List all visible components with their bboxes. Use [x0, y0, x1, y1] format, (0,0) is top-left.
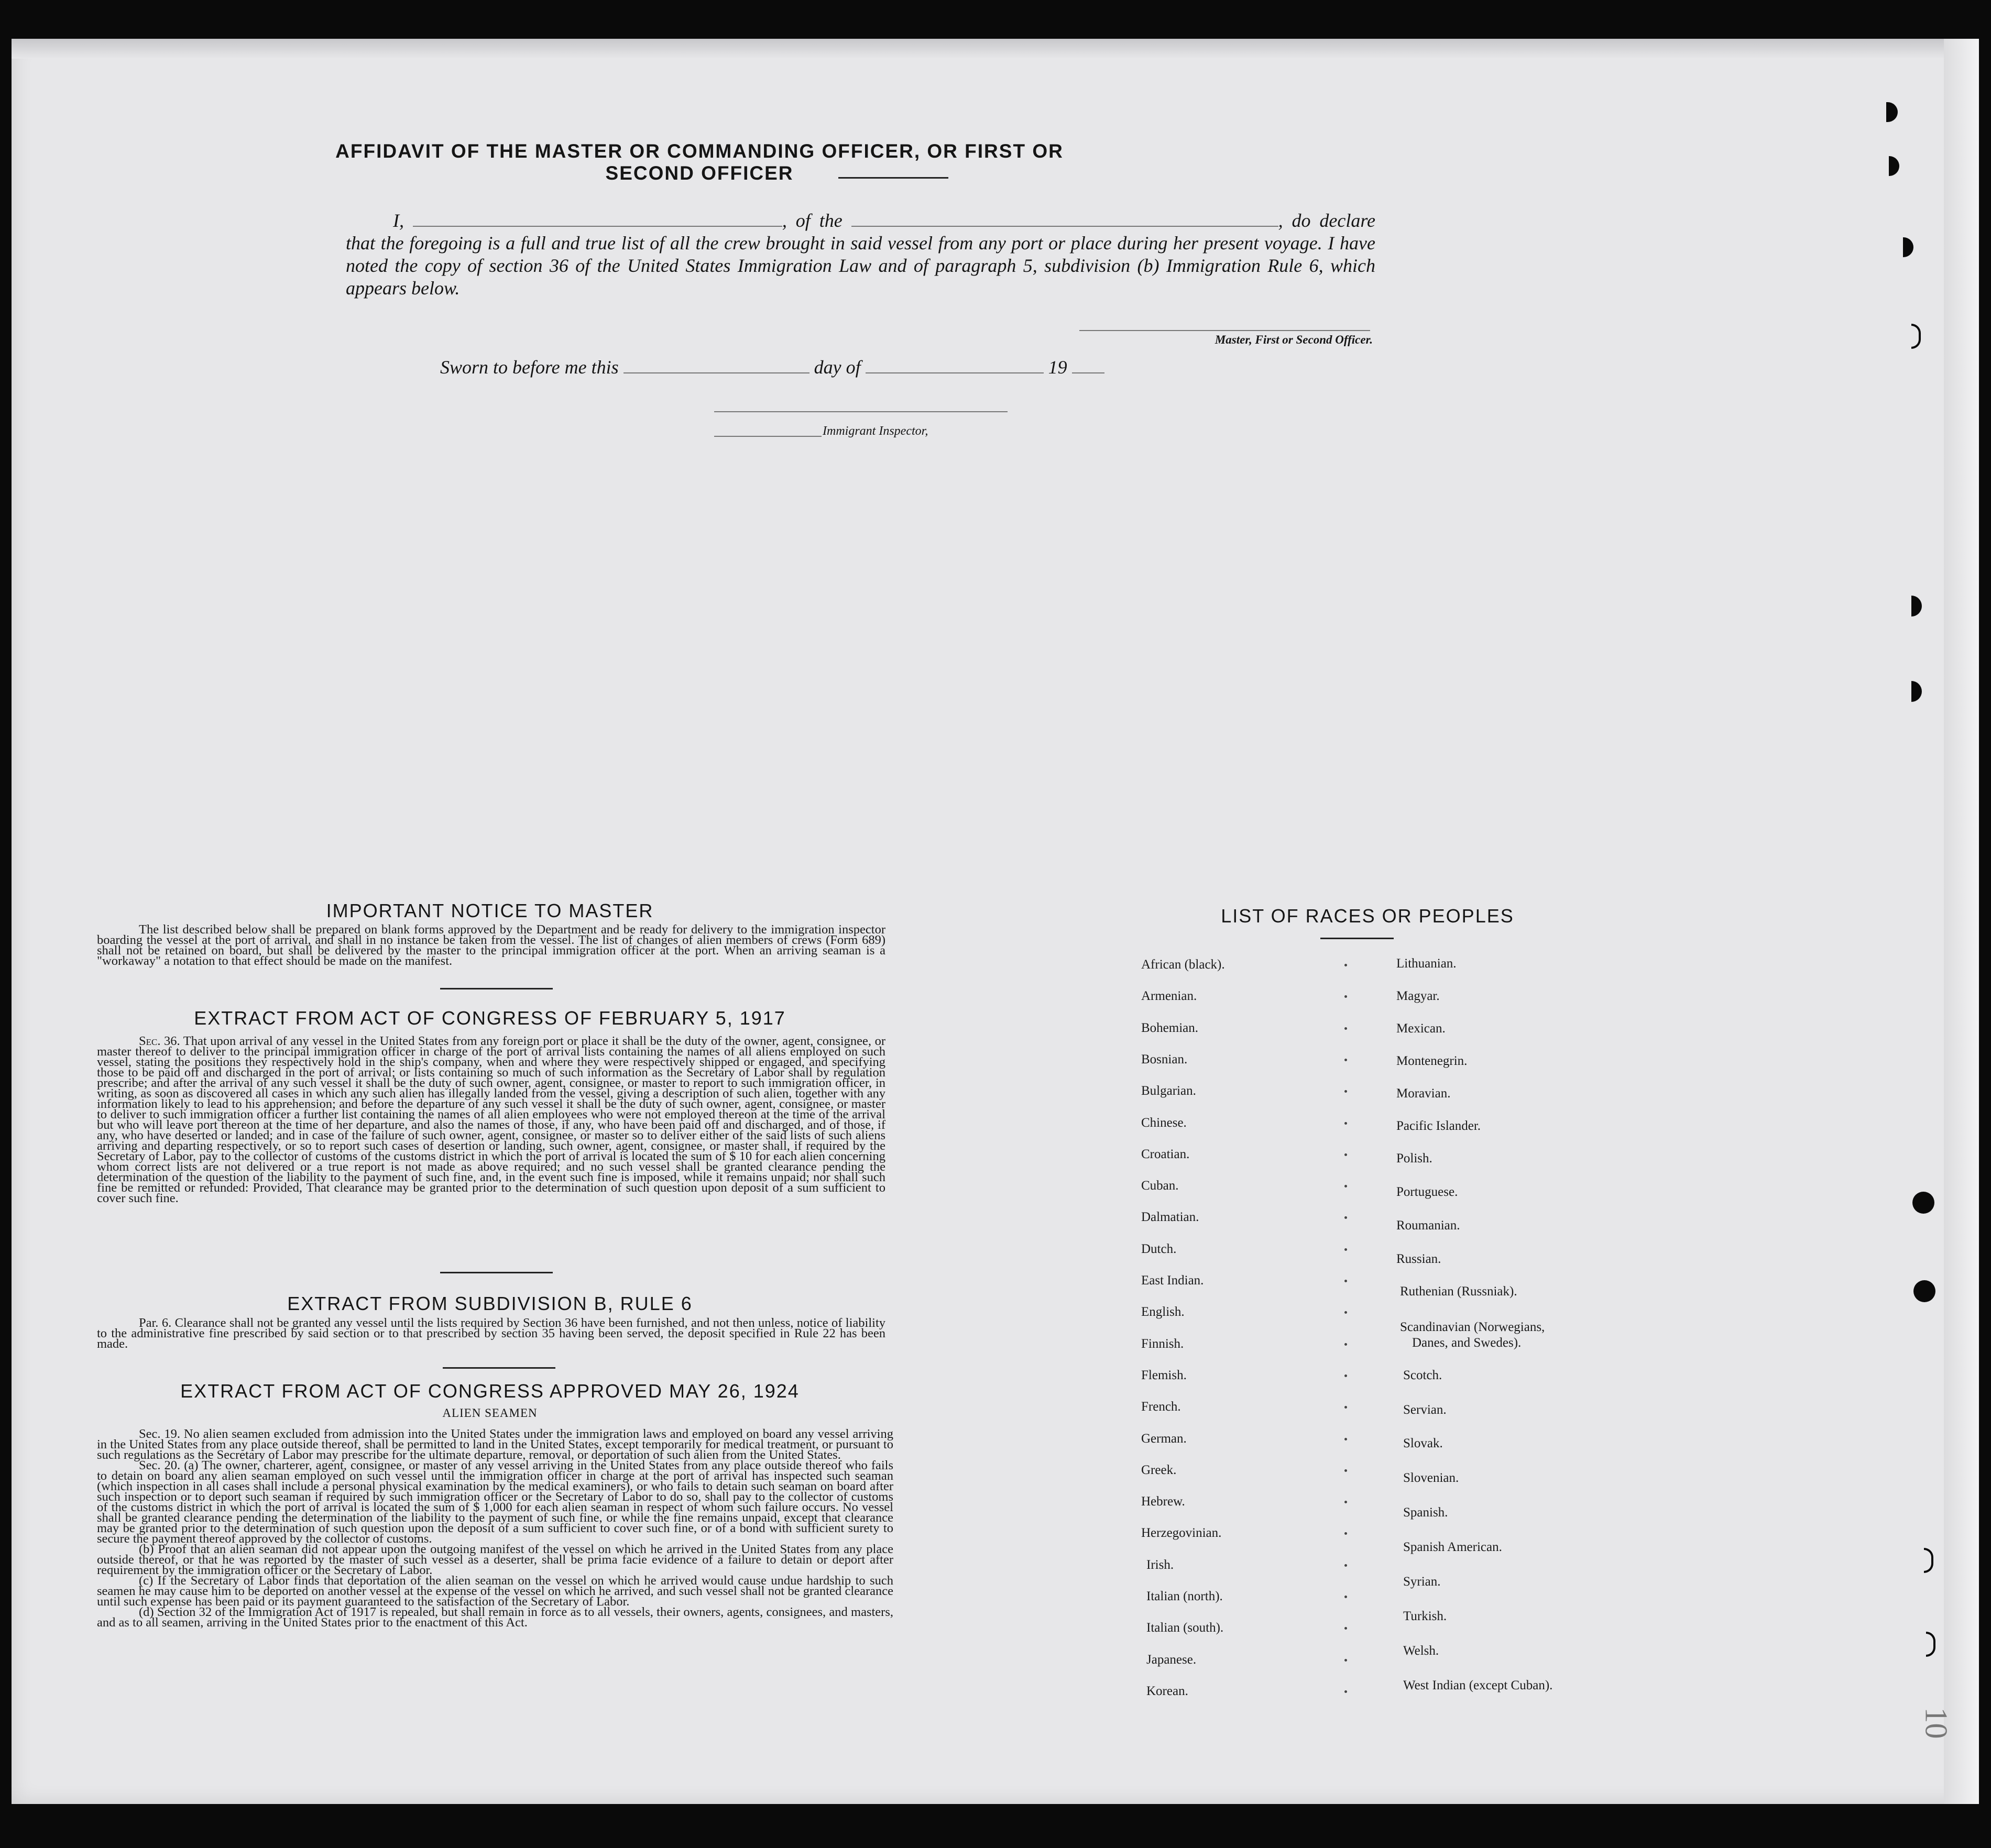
race-item: Hebrew.	[1141, 1494, 1185, 1509]
race-item: Polish.	[1396, 1151, 1432, 1165]
leader-dot	[1344, 1469, 1347, 1472]
race-item: Italian (north).	[1146, 1589, 1223, 1603]
extract-1917-title: EXTRACT FROM ACT OF CONGRESS OF FEBRUARY 5, 1917	[194, 1007, 786, 1029]
right-margin-strip	[1944, 39, 1979, 1804]
inspector-signature-line[interactable]	[714, 411, 1008, 412]
inspector-label: Immigrant Inspector,	[823, 424, 928, 438]
leader-dot	[1344, 1659, 1347, 1662]
rule6-title: EXTRACT FROM SUBDIVISION B, RULE 6	[287, 1293, 693, 1314]
race-item: Spanish.	[1403, 1505, 1448, 1520]
race-item: Herzegovinian.	[1141, 1526, 1222, 1541]
race-item: Slovenian.	[1403, 1471, 1459, 1485]
race-item: Magyar.	[1396, 989, 1440, 1003]
rule6-text: Par. 6. Clearance shall not be granted any vessel until the lists required by Section 36 have been furnished, and not then unless, notice of liability to the administrative fine prescribed by said section or to that prescribed by section 35 having been served, the deposit specified in Rule 22 has been made.	[97, 1316, 885, 1351]
race-item: Roumanian.	[1396, 1218, 1460, 1233]
sworn-day-field[interactable]	[623, 359, 809, 373]
affidavit-statement: that the foregoing is a full and true list of all the crew brought in said vessel from any port or place during her present voyage. I have noted the copy of section 36 of the United States Immigration Law and of paragraph 5, subdivision (b) Immigration Rule 6, which appears below.	[346, 233, 1375, 299]
race-item: Portuguese.	[1396, 1185, 1458, 1199]
race-item: West Indian (except Cuban).	[1403, 1678, 1553, 1692]
race-item: Russian.	[1396, 1252, 1441, 1266]
sworn-year-field[interactable]	[1072, 359, 1104, 373]
sec-19-text: Sec. 19. No alien seamen excluded from admission into the United States under the immigration laws and employed on board any vessel arriving in the United States from any place outside thereof, shall be permitted to land in the United States, except temporarily for medical treatment, or pursuant to such regulations as the Secretary of Labor may prescribe for the ultimate departure, removal, or deportation of such alien from the United States.	[97, 1427, 893, 1462]
race-item: Flemish.	[1141, 1368, 1187, 1382]
extract-1917-text	[97, 1036, 885, 1204]
race-item: Greek.	[1141, 1462, 1177, 1477]
title-underline	[838, 177, 948, 179]
top-shadow	[12, 39, 1979, 59]
sec-20-c-text: (c) If the Secretary of Labor finds that deportation of the alien seaman on the vessel on which he arrived would cause undue hardship to such seamen he may cause him to be deported on another vessel at the expense of the vessel on which he arrived, and such vessel shall not be granted clearance until such expense has been paid or its payment guaranteed to the satisfaction of the Secretary of Labor.	[97, 1574, 893, 1609]
sworn-line	[440, 356, 1104, 378]
sworn-year-label: 19	[1048, 357, 1067, 378]
divider	[443, 1367, 555, 1369]
race-item: Bohemian.	[1141, 1020, 1199, 1035]
leader-dot	[1344, 964, 1347, 966]
race-item: English.	[1141, 1305, 1185, 1319]
sec-20-b-text: (b) Proof that an alien seaman did not appear upon the outgoing manifest of the vessel on which he arrived in the United States from any place outside thereof, or that he was reported by the master of such vessel as a deserter, shall be prima facie evidence of a failure to detain or deport after requirement by the immigration officer or the Secretary of Labor.	[97, 1542, 893, 1577]
race-item: Spanish American.	[1403, 1540, 1502, 1554]
leader-dot	[1344, 1248, 1347, 1251]
signature-line[interactable]	[1079, 330, 1370, 331]
leader-dot	[1344, 1374, 1347, 1377]
race-item: Bosnian.	[1141, 1052, 1188, 1066]
race-item: Japanese.	[1146, 1652, 1197, 1667]
race-item: Bulgarian.	[1141, 1084, 1196, 1098]
race-item: Scotch.	[1403, 1368, 1442, 1382]
affidavit-do-declare: , do declare	[1278, 210, 1376, 231]
sworn-day-label: day of	[814, 357, 861, 378]
affidavit-title: AFFIDAVIT OF THE MASTER OR COMMANDING OFFICER, OR FIRST OR SECOND OFFICER	[335, 140, 1064, 184]
race-item: Finnish.	[1141, 1336, 1184, 1351]
race-item: Lithuanian.	[1396, 956, 1457, 971]
race-item: Armenian.	[1141, 989, 1197, 1004]
sworn-prefix: Sworn to before me this	[440, 357, 619, 378]
officer-name-field[interactable]	[413, 210, 782, 227]
leader-dot	[1344, 1343, 1347, 1346]
divider	[440, 1272, 553, 1273]
extract-1924-title: EXTRACT FROM ACT OF CONGRESS APPROVED MAY 26, 1924	[180, 1380, 800, 1402]
leader-dot	[1344, 1690, 1347, 1693]
vessel-name-field[interactable]	[851, 210, 1278, 227]
leader-dot	[1344, 1153, 1347, 1156]
race-item: Turkish.	[1403, 1609, 1447, 1623]
sworn-month-field[interactable]	[866, 359, 1044, 373]
races-title: LIST OF RACES OR PEOPLES	[1221, 905, 1514, 927]
leader-dot	[1344, 1596, 1347, 1598]
races-title-underline	[1320, 938, 1394, 939]
sec-20-d-text: (d) Section 32 of the Immigration Act of 1917 is repealed, but shall remain in force as to all vessels, their owners, agents, consignees, and masters, and as to all seamen, arriving in the United States prior to the enactment of this Act.	[97, 1605, 893, 1630]
leader-dot	[1344, 1122, 1347, 1125]
race-item: African (black).	[1141, 958, 1225, 972]
race-item: Moravian.	[1396, 1086, 1451, 1101]
sec-20-text: Sec. 20. (a) The owner, charterer, agent, consignee, or master of any vessel arriving in the United States from any place outside thereof who fails to detain on board any alien seaman employed on such vessel until the immigration officer in charge at the port of arrival has inspected such seaman (which inspection in all cases shall include a personal physical examination by the medical examiners), or who fails to detain such seaman on board after such inspection or to deport such seaman if required by such immigration officer or the Secretary of Labor to do so, shall pay to the collector of customs of the customs district in which the port of arrival is located the sum of $ 1,000 for each alien seaman in respect of whom such failure occurs. No vessel shall be granted clearance pending the determination of the liability to the payment of such fine, or while the fine remains unpaid, except that clearance may be granted prior to the determination of such question upon the deposit of a sum sufficient to cover such fine, or of a bond with sufficient surety to secure the payment thereof approved by the collector of customs.	[97, 1458, 893, 1546]
affidavit-of-the: , of the	[782, 210, 843, 231]
race-item: Cuban.	[1141, 1179, 1179, 1193]
race-item: Croatian.	[1141, 1147, 1190, 1161]
notice-text: The list described below shall be prepared on blank forms approved by the Department and be ready for delivery to the immigration inspector boarding the vessel at the port of arrival, and shall in no instance be taken from the vessel. The list of changes of alien members of crews (Form 689) shall not be retained on board, but shall be delivered by the master to the principal immigration officer at the port. When an arriving seaman is a "workaway" a notation to that effect should be made on the manifest.	[97, 922, 885, 968]
race-item: Scandinavian (Norwegians,	[1400, 1320, 1545, 1334]
sec-36-text: That upon arrival of any vessel in the United States from any foreign port or place it shall be the duty of the owner, agent, consignee, or master thereof to deliver to the principal immigration officer in charge of the port of arrival lists containing the names of all aliens employed on such vessel, stating the positions they respectively hold in the ship's company, when and where they were respectively shipped or engaged, and specifying those to be paid off and discharged in the port of arrival; or lists containing so much of such information as the Secretary of Labor shall by regulation prescribe; and after the arrival of any such vessel it shall be the duty of such owner, agent, consignee, or master to report to such immigration officer, in writing, as soon as discovered all cases in which any such alien has illegally landed from the vessel, giving a description of such alien, together with any information likely to lead to his apprehension; and before the departure of any such vessel it shall be the duty of such owner, agent, consignee, or master to deliver to such immigration officer a further list containing the names of all alien employees who were not employed thereon at the time of the arrival but who will leave port thereon at the time of her departure, and also the names of those, if any, who have been paid off and discharged, and of those, if any, who have deserted or landed; and in case of the failure of such owner, agent, consignee, or master so to deliver either of the said lists of such aliens arriving and departing respectively, or so to report such cases of desertion or landing, such owner, agent, consignee, or master shall, if required by the Secretary of Labor, pay to the collector of customs of the customs district in which the port of arrival is located the sum of $ 10 for each alien concerning whom correct lists are not delivered or a true report is not made as above required; and no such vessel shall be granted clearance pending the determination of the question of the liability to the payment of such fine, and, in the event such fine is imposed, while it remains unpaid; nor shall such fine be remitted or refunded: Provided, That clearance may be granted prior to the determination of such question upon deposit of a sum sufficient to cover such fine.	[97, 1034, 885, 1205]
alien-seamen-subtitle: ALIEN SEAMEN	[442, 1406, 538, 1420]
affidavit-body	[346, 210, 1375, 300]
race-item: Dutch.	[1141, 1241, 1177, 1256]
race-item: Chinese.	[1141, 1115, 1187, 1130]
inspector-short-line	[714, 436, 822, 437]
race-item: Montenegrin.	[1396, 1054, 1468, 1068]
leader-dot	[1344, 1564, 1347, 1567]
race-item: Dalmatian.	[1141, 1210, 1199, 1225]
race-item: Italian (south).	[1146, 1621, 1224, 1635]
race-item: Irish.	[1146, 1557, 1174, 1572]
race-item: Mexican.	[1396, 1021, 1446, 1036]
race-item: Pacific Islander.	[1396, 1119, 1481, 1133]
extract-1924-text	[97, 1429, 893, 1628]
divider	[440, 988, 553, 989]
margin-number: 10	[1919, 1707, 1954, 1739]
notice-title: IMPORTANT NOTICE TO MASTER	[326, 900, 654, 921]
race-item: Syrian.	[1403, 1575, 1441, 1589]
race-item: French.	[1141, 1400, 1181, 1414]
race-item: Slovak.	[1403, 1436, 1443, 1450]
leader-dot	[1344, 1438, 1347, 1440]
leader-dot	[1344, 1027, 1347, 1030]
leader-dot	[1344, 1280, 1347, 1282]
signature-label: Master, First or Second Officer.	[1215, 333, 1373, 346]
punch-hole-icon	[1913, 1280, 1935, 1302]
race-item: Danes, and Swedes).	[1412, 1336, 1522, 1350]
race-item: East Indian.	[1141, 1273, 1204, 1288]
race-item: Servian.	[1403, 1403, 1447, 1417]
affidavit-i: I,	[393, 210, 404, 231]
race-item: Ruthenian (Russniak).	[1400, 1284, 1517, 1299]
race-item: Korean.	[1146, 1684, 1188, 1698]
race-item: Welsh.	[1403, 1644, 1439, 1658]
leader-dot	[1344, 1059, 1347, 1061]
punch-hole-icon	[1912, 1192, 1934, 1214]
race-item: German.	[1141, 1431, 1187, 1446]
sec-36-label: Sec. 36.	[139, 1034, 180, 1048]
